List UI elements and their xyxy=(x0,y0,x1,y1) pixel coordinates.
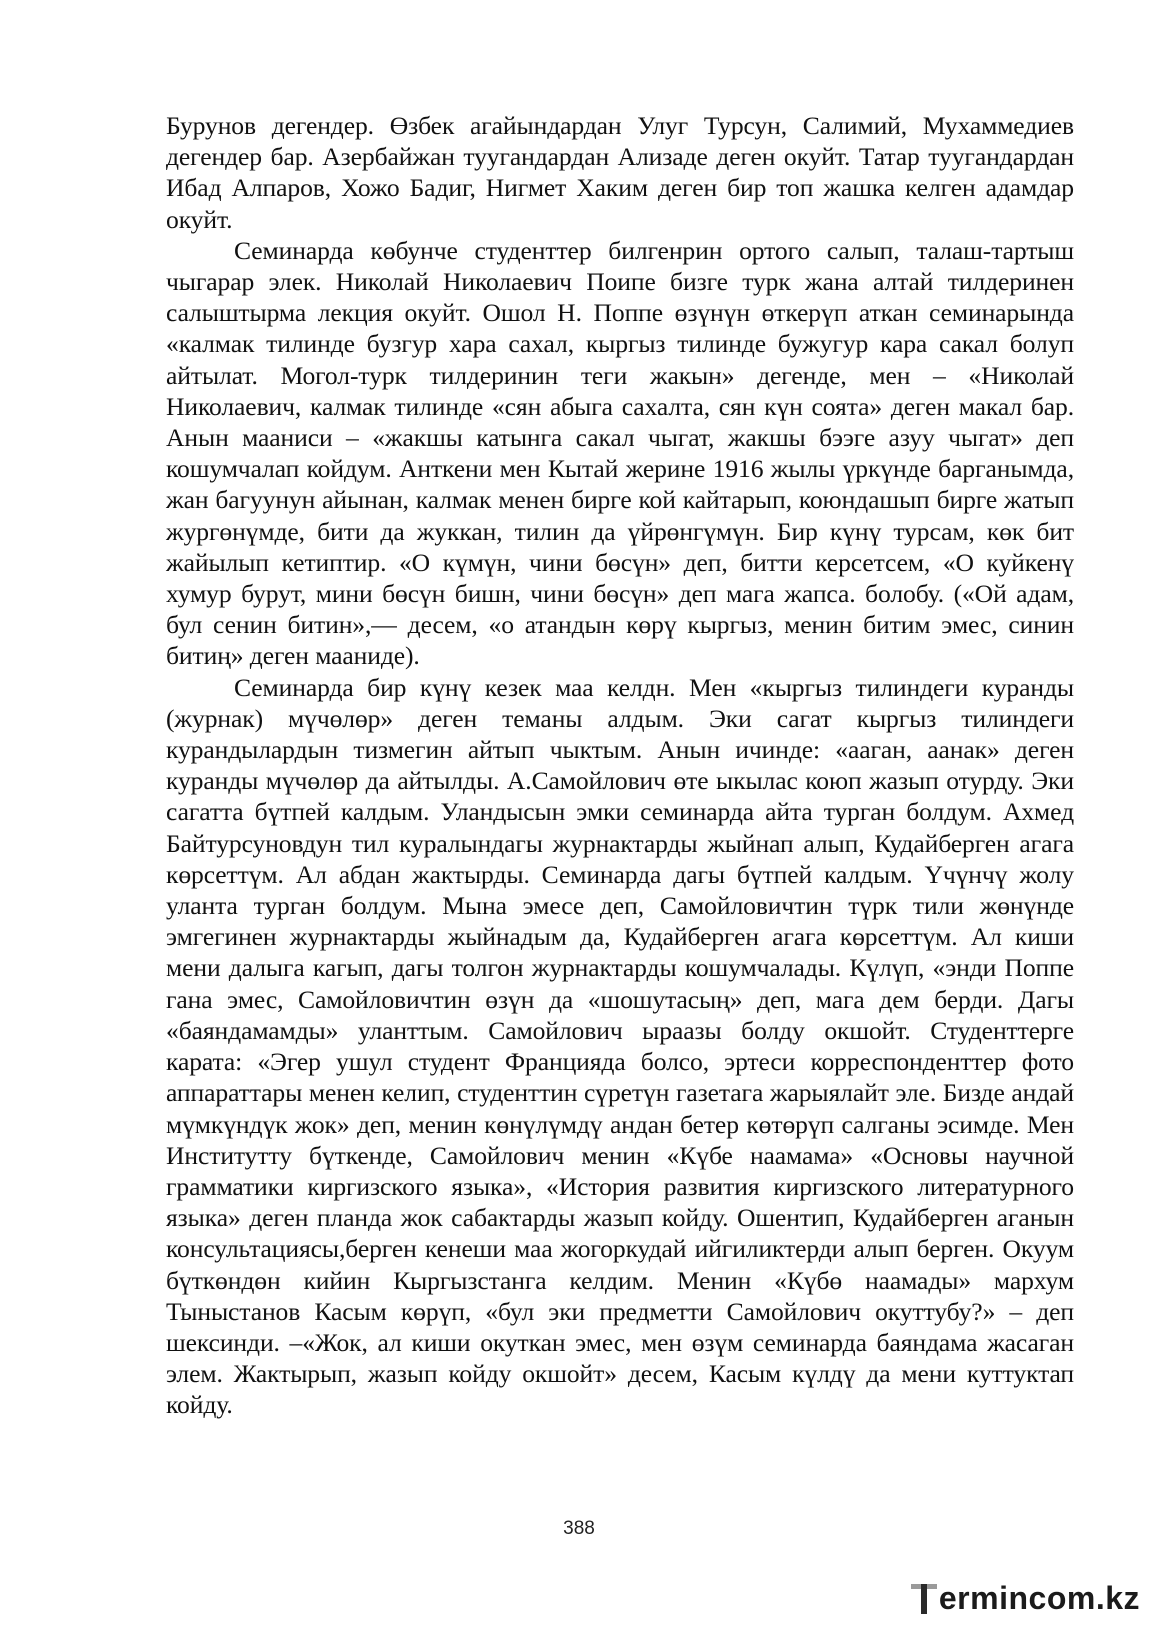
document-body xyxy=(166,110,1074,1421)
termincom-logo-icon xyxy=(911,1578,937,1618)
paragraph-1: Бурунов дегендер. Өзбек агайындардан Улуг Турсун, Салимий, Мухаммедиев дегендер бар. Азербайжан туугандардан Ализаде деген окуйт. Татар туугандардан Ибад Алпаров, Хожо Бадиг, Нигмет Хаким деген бир топ жашка келген адамдар окуйт. xyxy=(166,111,1074,234)
paragraph-2: Семинарда көбунче студенттер билгенрин ортого салып, талаш-тартыш чыгарар элек. Николай Николаевич Поипе бизге турк жана алтай тилдеринен салыштырма лекция окуйт. Ошол Н. Поппе өзүнүн өткерүп аткан семинарында «калмак тилинде бузгур хара сахал, кыргыз тилинде бужугур кара сакал болуп айтылат. Могол-турк тилдеринин теги жакын» дегенде, мен – «Николай Николаевич, калмак тилинде «сян абыга сахалта, сян күн соята» деген макал бар. Анын мааниси – «жакшы катынга сакал чыгат, жакшы бээге азуу чыгат» деп кошумчалап койдум. Анткени мен Кытай жерине 1916 жылы үркүнде барганымда, жан багуунун айынан, калмак менен бирге кой кайтарып, коюндашып бирге жатып жургөнүмде, бити да жуккан, тилин да үйрөнгүмүн. Бир күнү турсам, көк бит жайылып кетиптир. «О күмүн, чини бөсүн» деп, битти керсетсем, «О куйкенү хумур бурут, мини бөсүн бишн, чини бөсүн» деп мага жапса. болобу. («Ой адам, бул сенин битин»,— десем, «о атандын көрү кыргыз, менин битим эмес, синин битиң» деген мааниде). xyxy=(166,235,1074,671)
paragraph-3: Семинарда бир күнү кезек маа келдн. Мен «кыргыз тилиндеги куранды (журнак) мүчөлөр» деген теманы алдым. Эки сагат кыргыз тилиндеги курандылардын тизмегин айтып чыктым. Анын ичинде: «ааган, аанак» деген куранды мүчөлөр да айтылды. А.Самойлович өте ыкылас коюп жазып отурду. Эки сагатта бүтпей калдым. Уландысын эмки семинарда айта турган болдум. Ахмед Байтурсуновдун тил куралындагы журнактарды жыйнап алып, Кудайберген агага көрсеттүм. Ал абдан жактырды. Семинарда дагы бүтпей калдым. Үчүнчү жолу уланта турган болдум. Мына эмесе деп, Самойловичтин түрк тили жөнүнде эмгегинен журнактарды жыйнадым да, Кудайберген агага көрсеттүм. Ал киши мени далыга кагып, дагы толгон журнактарды кошумчалады. Күлүп, «энди Поппе гана эмес, Самойловичтин өзүн да «шошутасың» деп, мага дем берди. Дагы «баяндамамды» уланттым. Самойлович ыраазы болду окшойт. Студенттерге карата: «Эгер ушул студент Францияда болсо, эртеси корреспонденттер фото аппараттары менен келип, студенттин сүретүн газетага жарыялайт эле. Бизде андай мүмкүндүк жок» деп, менин көнүлүмдү андан бетер көтөрүп салганы эсимде. Мен Институтту бүткенде, Самойлович менин «Күбе наамама» «Основы научной грамматики киргизского языка», «История развития киргизского литературного языка» деген планда жок сабактарды жазып койду. Ошентип, Кудайберген аганын консультациясы,берген кенеши маа жогоркудай ийгиликтерди алып берген. Окуум бүткөндөн кийин Кыргызстанга келдим. Менин «Күбө наамады» мархум Тыныстанов Касым көрүп, «бул эки предметти Самойлович окуттубу?» – деп шексинди. –«Жок, ал киши окуткан эмес, мен өзүм семинарда баяндама жасаган элем. Жактырып, жазып койду окшойт» десем, Касым күлдү да мени куттуктап койду. xyxy=(166,672,1074,1420)
site-watermark xyxy=(911,1575,1140,1621)
watermark-text: ermincom.kz xyxy=(938,1579,1140,1616)
page-number: 388 xyxy=(563,1518,595,1539)
